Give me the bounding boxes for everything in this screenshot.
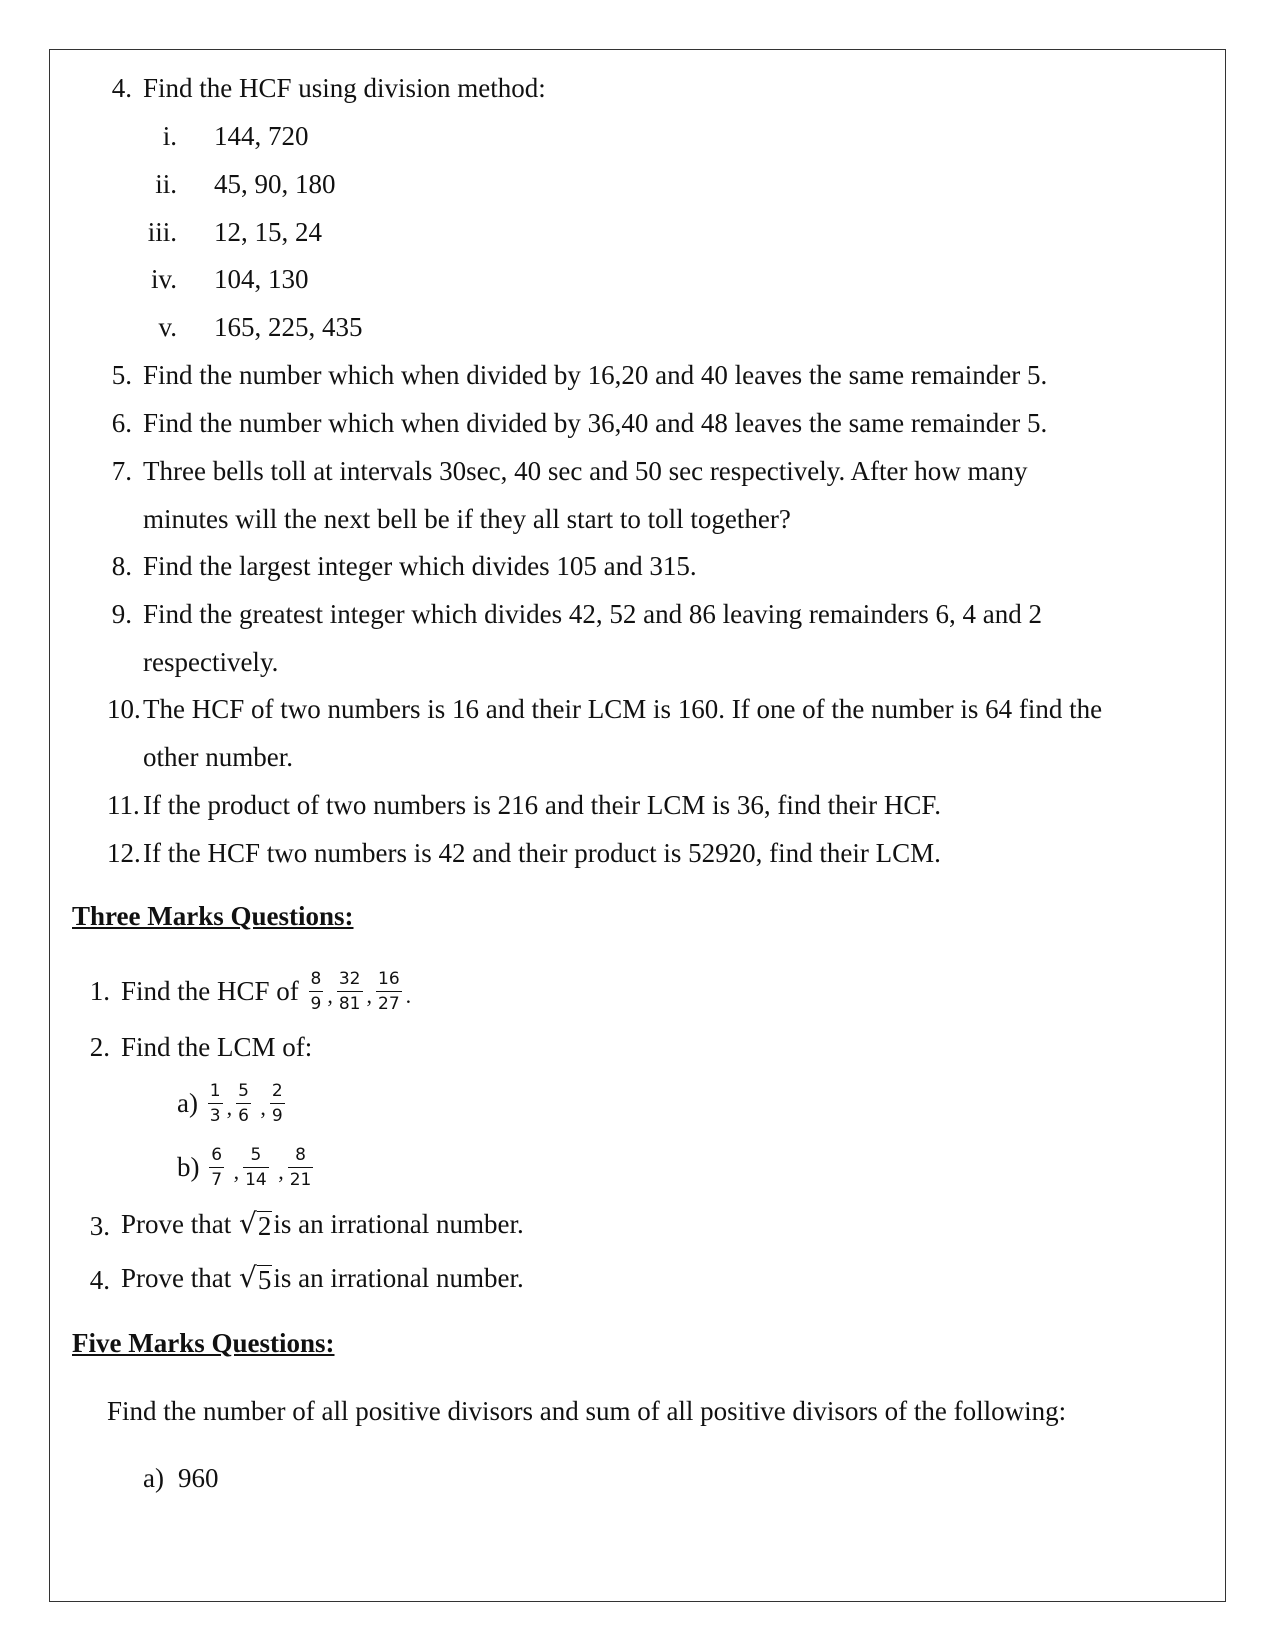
fraction: $\frac{2}{9}$ <box>271 1080 283 1126</box>
question-number: 6. <box>111 408 132 438</box>
question-text-continued: other number. <box>143 742 293 772</box>
square-root: √ 5 <box>238 1261 272 1295</box>
question-text: If the HCF two numbers is 42 and their product is 52920, find their LCM. <box>143 838 941 868</box>
fraction: $\frac{32}{81}$ <box>338 968 361 1014</box>
question-number: 12. <box>107 838 141 868</box>
question-text: Find the number which when divided by 16,20 and 40 leaves the same remainder 5. <box>143 360 1048 390</box>
question-text: Find the largest integer which divides 105 and 315. <box>143 551 697 581</box>
sub-item-label: ii. <box>155 169 177 199</box>
sub-item-text: 144, 720 <box>214 121 309 151</box>
sub-item-label: iii. <box>147 217 177 247</box>
question-number: 7. <box>111 456 132 486</box>
sub-item-label: b) <box>177 1152 200 1182</box>
sub-item-text: 960 <box>178 1463 219 1493</box>
question-number: 10. <box>107 694 141 724</box>
question-text-continued: respectively. <box>143 647 279 677</box>
question-text: Find the number which when divided by 36,40 and 48 leaves the same remainder 5. <box>143 408 1048 438</box>
question-text: Find the HCF of <box>121 976 299 1006</box>
sub-item-label: iv. <box>151 264 177 294</box>
fraction: $\frac{6}{7}$ <box>211 1144 223 1190</box>
question-number: 9. <box>111 599 132 629</box>
fraction: $\frac{5}{6}$ <box>238 1080 249 1126</box>
sub-item-label: i. <box>162 121 177 151</box>
square-root: √ 2 <box>238 1207 272 1241</box>
question-number: 8. <box>111 551 132 581</box>
fraction: $\frac{1}{3}$ <box>209 1080 221 1126</box>
question-text: Find the LCM of: <box>121 1032 313 1062</box>
section-heading-five-marks: Five Marks Questions: <box>72 1328 335 1358</box>
sub-item-label: v. <box>158 312 177 342</box>
question-text-continued: minutes will the next bell be if they all start to toll together? <box>143 504 791 534</box>
lcm-part-b: b) $\frac{6}{7}$ , $\frac{5}{14}$ , $\frac{8}{21}$ <box>177 1144 312 1190</box>
sub-item-text: 45, 90, 180 <box>214 169 336 199</box>
sub-item-label: a) <box>177 1088 198 1118</box>
question-number: 4. <box>111 73 132 103</box>
question-hcf-fractions: Find the HCF of $\frac{8}{9}$ , $\frac{32}{81}$ , $\frac{16}{27}$ . <box>121 968 412 1014</box>
fraction: $\frac{5}{14}$ <box>245 1144 267 1190</box>
question-sqrt2: Prove that √ 2 is an irrational number. <box>121 1207 524 1241</box>
fraction: $\frac{16}{27}$ <box>378 968 400 1014</box>
question-number: 3. <box>89 1211 110 1241</box>
section-heading-three-marks: Three Marks Questions: <box>72 901 354 931</box>
lcm-part-a: a) $\frac{1}{3}$ , $\frac{5}{6}$ , $\frac{2}{9}$ <box>177 1080 283 1126</box>
question-text: If the product of two numbers is 216 and their LCM is 36, find their HCF. <box>143 790 941 820</box>
question-number: 1. <box>89 976 110 1006</box>
fraction: $\frac{8}{21}$ <box>289 1144 312 1190</box>
question-text: Find the HCF using division method: <box>143 73 546 103</box>
question-text: The HCF of two numbers is 16 and their LCM is 160. If one of the number is 64 find the <box>143 694 1103 724</box>
sub-item-text: 165, 225, 435 <box>214 312 363 342</box>
sub-item-text: 12, 15, 24 <box>214 217 322 247</box>
question-sqrt5: Prove that √ 5 is an irrational number. <box>121 1261 524 1295</box>
question-text: Find the greatest integer which divides 42, 52 and 86 leaving remainders 6, 4 and 2 <box>143 599 1043 629</box>
question-number: 4. <box>89 1265 110 1295</box>
question-text: Find the number of all positive divisors and sum of all positive divisors of the following: <box>107 1396 1067 1426</box>
question-number: 2. <box>89 1032 110 1062</box>
question-number: 11. <box>107 790 140 820</box>
sub-item-label: a) <box>143 1463 164 1493</box>
fraction: $\frac{8}{9}$ <box>310 968 322 1014</box>
question-number: 5. <box>111 360 132 390</box>
question-text: Three bells toll at intervals 30sec, 40 sec and 50 sec respectively. After how many <box>143 456 1028 486</box>
sub-item-text: 104, 130 <box>214 264 309 294</box>
